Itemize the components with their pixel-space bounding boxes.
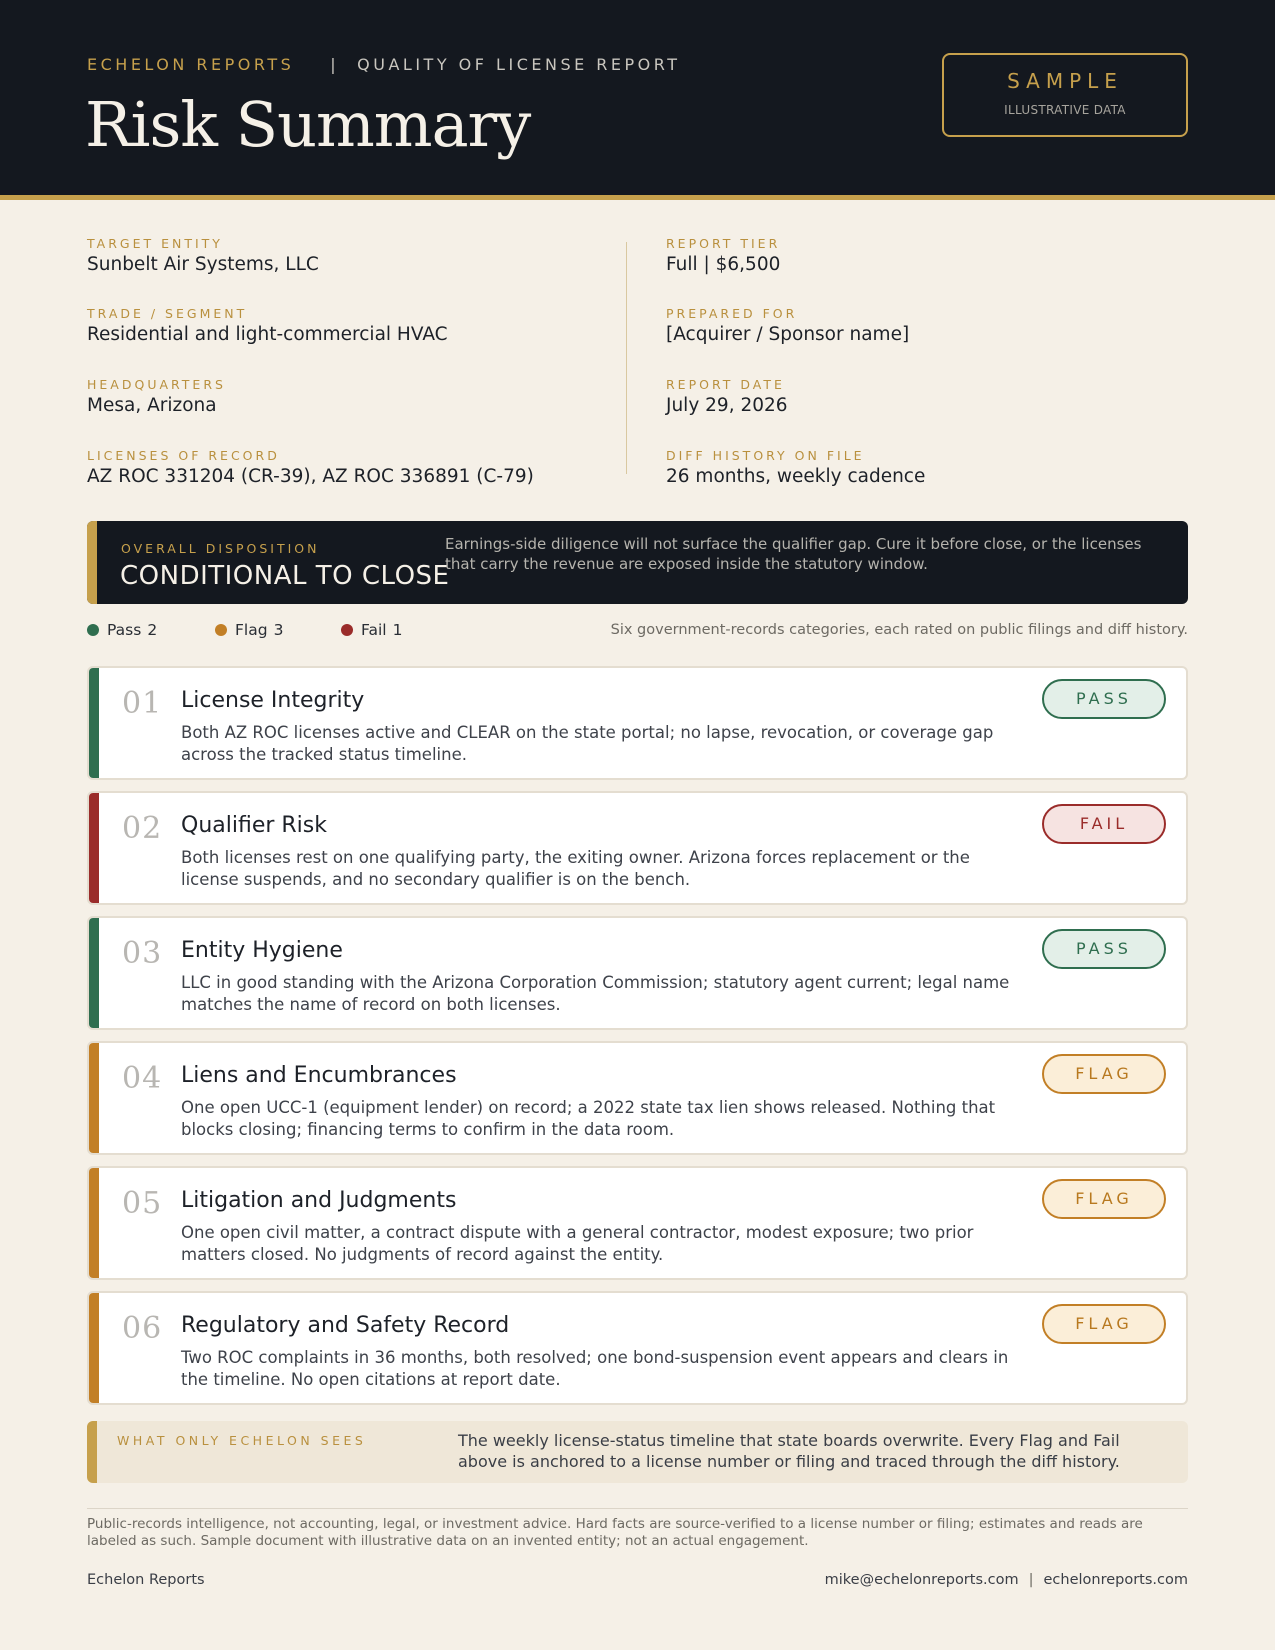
fact-label: REPORT TIER (666, 236, 781, 251)
fact-licenses (87, 448, 534, 487)
fact-report-date (666, 377, 788, 416)
overall-disposition (87, 521, 1188, 604)
status-badge: FLAG (1042, 1054, 1166, 1094)
footer-divider (87, 1508, 1188, 1509)
page-title: Risk Summary (85, 88, 531, 161)
category-card-litigation-judgments (87, 1166, 1188, 1280)
status-accent-bar (89, 1043, 99, 1155)
fact-label: REPORT DATE (666, 377, 785, 392)
category-title: Entity Hygiene (181, 938, 343, 963)
category-description: Both licenses rest on one qualifying party, the exiting owner. Arizona forces replacement or the license suspends, and no secondary qualifier is on the bench. (181, 848, 970, 889)
category-card-regulatory-safety (87, 1291, 1188, 1405)
legend-label: Pass (107, 621, 142, 639)
website-link[interactable]: echelonreports.com (1043, 1572, 1188, 1588)
status-legend (87, 621, 1188, 643)
category-description: Two ROC complaints in 36 months, both resolved; one bond-suspension event appears and clears in the timeline. No open citations at report date. (181, 1348, 1009, 1389)
disposition-accent-bar (87, 521, 97, 604)
status-accent-bar (89, 918, 99, 1030)
category-number: 02 (122, 811, 163, 846)
legend-note: Six government-records categories, each rated on public filings and diff history. (610, 622, 1188, 638)
disclaimer: Public-records intelligence, not accounting, legal, or investment advice. Hard facts are source-verified to a license number or filing; estimates and reads are labeled as such. Sample document with illustrative data on an invented entity; not an actual engagement. (87, 1516, 1143, 1549)
legend-pass (87, 621, 157, 639)
fail-dot-icon (341, 624, 353, 636)
fact-value: Residential and light-commercial HVAC (87, 324, 448, 345)
fact-diff-history (666, 448, 925, 487)
category-description: One open UCC-1 (equipment lender) on record; a 2022 state tax lien shows released. Nothing that blocks closing; financing terms to confirm in the data room. (181, 1098, 996, 1139)
category-number: 03 (122, 936, 163, 971)
brand-name: ECHELON REPORTS (87, 55, 295, 74)
category-number: 01 (122, 686, 163, 721)
report-header (0, 0, 1275, 200)
sample-stamp (942, 53, 1188, 137)
fact-trade-segment (87, 306, 448, 345)
status-badge: FAIL (1042, 804, 1166, 844)
fact-report-tier (666, 236, 780, 275)
category-description: LLC in good standing with the Arizona Corporation Commission; statutory agent current; legal name matches the name of record on both licenses. (181, 973, 1010, 1014)
fact-prepared-for (666, 306, 909, 345)
footer-brand: Echelon Reports (87, 1572, 205, 1588)
sample-label: SAMPLE (1007, 69, 1123, 93)
status-badge: FLAG (1042, 1179, 1166, 1219)
callout-label: WHAT ONLY ECHELON SEES (117, 1433, 367, 1448)
category-number: 04 (122, 1061, 163, 1096)
status-accent-bar (89, 793, 99, 905)
fact-value: July 29, 2026 (666, 395, 788, 416)
fact-value: Mesa, Arizona (87, 395, 217, 416)
category-title: Liens and Encumbrances (181, 1063, 457, 1088)
fact-label: HEADQUARTERS (87, 377, 226, 392)
fact-label: DIFF HISTORY ON FILE (666, 448, 865, 463)
category-title: Regulatory and Safety Record (181, 1313, 510, 1338)
disposition-value: CONDITIONAL TO CLOSE (120, 561, 450, 591)
category-number: 05 (122, 1186, 163, 1221)
fact-label: TRADE / SEGMENT (87, 306, 248, 321)
category-description: One open civil matter, a contract dispute with a general contractor, modest exposure; two prior matters closed. No judgments of record against the entity. (181, 1223, 974, 1264)
category-title: Qualifier Risk (181, 813, 327, 838)
status-accent-bar (89, 668, 99, 780)
category-title: License Integrity (181, 688, 365, 713)
status-badge: FLAG (1042, 1304, 1166, 1344)
category-number: 06 (122, 1311, 163, 1346)
callout-text: The weekly license-status timeline that state boards overwrite. Every Flag and Fail above is anchored to a license number or filing and traced through the diff history. (458, 1431, 1120, 1471)
legend-count: 2 (147, 621, 158, 639)
fact-target-entity (87, 236, 319, 275)
disposition-label: OVERALL DISPOSITION (121, 541, 320, 556)
category-card-entity-hygiene (87, 916, 1188, 1030)
sample-sublabel: ILLUSTRATIVE DATA (1004, 103, 1126, 117)
legend-flag (215, 621, 283, 639)
legend-count: 1 (392, 621, 403, 639)
status-accent-bar (89, 1293, 99, 1405)
fact-value: 26 months, weekly cadence (666, 466, 926, 487)
footer-contact (825, 1572, 1188, 1588)
disposition-note: Earnings-side diligence will not surface the qualifier gap. Cure it before close, or the licenses that carry the revenue are exposed inside the statutory window. (445, 535, 1142, 573)
fact-value: Full | $6,500 (666, 254, 781, 275)
pass-dot-icon (87, 624, 99, 636)
echelon-insight-callout (87, 1421, 1188, 1483)
status-badge: PASS (1042, 929, 1166, 969)
category-card-liens-encumbrances (87, 1041, 1188, 1155)
legend-count: 3 (273, 621, 284, 639)
fact-headquarters (87, 377, 226, 416)
category-description: Both AZ ROC licenses active and CLEAR on the state portal; no lapse, revocation, or coverage gap across the tracked status timeline. (181, 723, 994, 764)
facts-divider (626, 242, 627, 474)
category-card-license-integrity (87, 666, 1188, 780)
fact-label: LICENSES OF RECORD (87, 448, 280, 463)
footer-separator: | (1028, 1572, 1034, 1588)
fact-value: AZ ROC 331204 (CR-39), AZ ROC 336891 (C-79) (87, 466, 534, 487)
status-badge: PASS (1042, 679, 1166, 719)
fact-value: [Acquirer / Sponsor name] (666, 324, 910, 345)
callout-accent-bar (87, 1421, 97, 1483)
fact-value: Sunbelt Air Systems, LLC (87, 254, 319, 275)
brand-line (87, 55, 680, 74)
status-accent-bar (89, 1168, 99, 1280)
category-card-qualifier-risk (87, 791, 1188, 905)
flag-dot-icon (215, 624, 227, 636)
fact-label: TARGET ENTITY (87, 236, 223, 251)
contact-email-link[interactable]: mike@echelonreports.com (824, 1572, 1019, 1588)
document-type: QUALITY OF LICENSE REPORT (357, 55, 681, 74)
legend-label: Flag (235, 621, 268, 639)
legend-fail (341, 621, 402, 639)
legend-label: Fail (361, 621, 387, 639)
header-separator: | (330, 55, 340, 74)
category-title: Litigation and Judgments (181, 1188, 457, 1213)
fact-label: PREPARED FOR (666, 306, 798, 321)
